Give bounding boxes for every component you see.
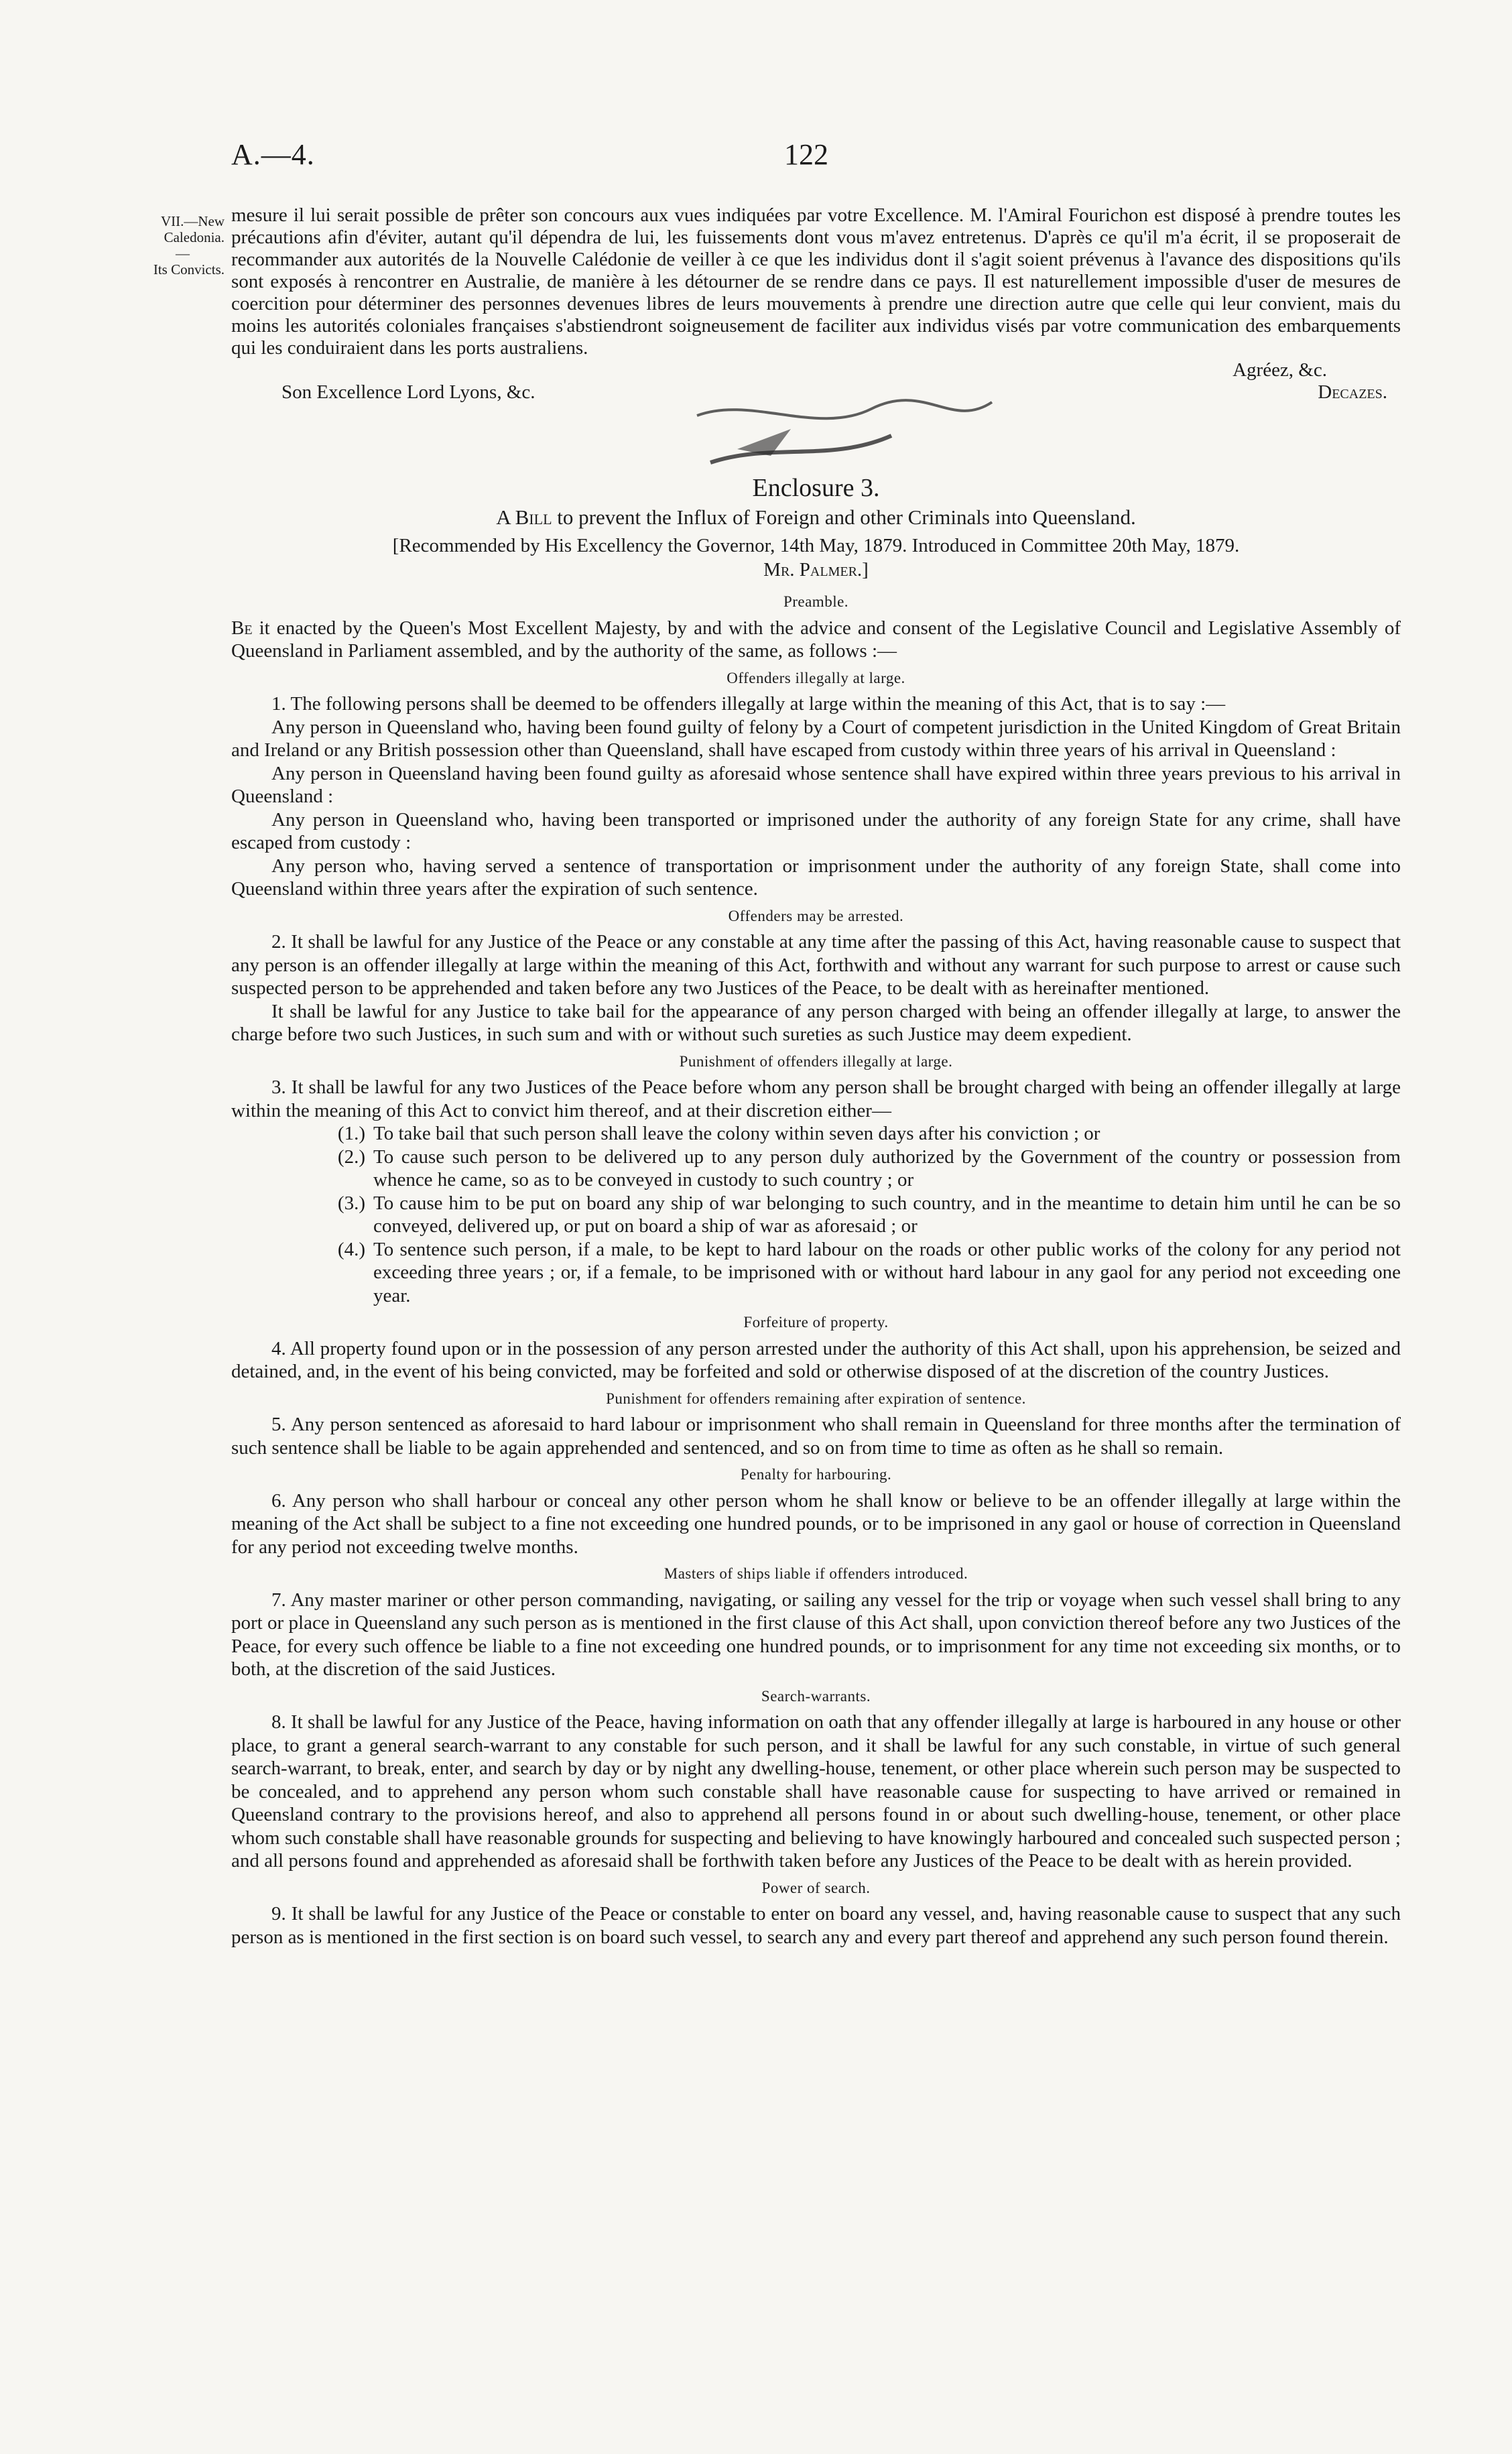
bill-title-text: to prevent the Influx of Foreign and other Criminals into Queensland. bbox=[557, 505, 1136, 529]
margin-note-section bbox=[101, 213, 225, 278]
section-3-intro: 3. It shall be lawful for any two Justices of the Peace before whom any person shall be brought charged with being an offender illegally at large within the meaning of this Act to convict him thereof, and at their discretion either— bbox=[231, 1077, 1401, 1121]
section-1-clause-d: Any person who, having served a sentence of transportation or imprisonment under the authority of any foreign State, shall come into Queensland within three years after the expiration of such sentence. bbox=[231, 855, 1401, 900]
letter-closing: Agréez, &c. bbox=[1233, 359, 1327, 381]
letter-signature: Decazes. bbox=[1318, 381, 1387, 403]
list-item-number: (1.) bbox=[337, 1123, 365, 1144]
preamble-lead: Be bbox=[231, 617, 253, 639]
series-reference: A.—4. bbox=[231, 138, 315, 171]
list-item bbox=[231, 1238, 1401, 1308]
section-7-text: 7. Any master mariner or other person commanding, navigating, or sailing any vessel for the trip or voyage when such vessel shall bring to any port or place in Queensland any such person as is mentioned in the first clause of this Act shall, upon conviction thereof before any two Justices of the Peace, for every such offence be liable to a fine not exceeding one hundred pounds, or to imprisonment for any time not exceeding six months, or to both, at the discretion of the said Justices. bbox=[231, 1589, 1401, 1680]
preamble-body: it enacted by the Queen's Most Excellent Majesty, by and with the advice and consent of the Legislative Council and Legislative Assembly of Queensland in Parliament assembled, and by the authority of the same, as follows :— bbox=[231, 617, 1401, 662]
section-1-clause-b: Any person in Queensland having been found guilty as aforesaid whose sentence shall have expired within three years previous to his arrival in Queensland : bbox=[231, 762, 1401, 807]
section-6-text: 6. Any person who shall harbour or conceal any other person whom he shall know or believe to be an offender illegally at large within the meaning of the Act shall be subject to a fine not exceeding one hundred pounds, or to be imprisoned in any gaol or house of correction in Queensland for any period not exceeding twelve months. bbox=[231, 1489, 1401, 1558]
bill-mover: Mr. Palmer.] bbox=[763, 559, 869, 580]
section-1-clause-c: Any person in Queensland who, having been transported or imprisoned under the authority of any foreign State for any crime, shall have escaped from custody : bbox=[231, 808, 1401, 853]
list-item-text: To take bail that such person shall leave the colony within seven days after his conviction ; or bbox=[373, 1123, 1100, 1144]
bill-recommendation: [Recommended by His Excellency the Governor, 14th May, 1879. Introduced in Committee 20th May, 1879. bbox=[392, 535, 1240, 556]
section-2-text: 2. It shall be lawful for any Justice of the Peace or any constable at any time after the passing of this Act, having reasonable cause to suspect that any person is an offender illegally at large within the meaning of this Act, forthwith and without any warrant for such purpose to arrest or cause such suspected person to be apprehended and taken before any two Justices of the Peace, to be dealt with as hereinafter mentioned. bbox=[231, 931, 1401, 999]
section-8-text: 8. It shall be lawful for any Justice of the Peace, having information on oath that any offender illegally at large is harboured in any house or other place, to grant a general search-warrant to any constable for such person, and it shall be lawful for any such constable, in virtue of such general search-warrant, to break, enter, and search by day or by night any dwelling-house, tenement, or other place wherein such person may be suspected to be concealed, and to apprehend any person whom such constable shall have reasonable cause for suspecting to have arrived or remained in Queensland contrary to the provisions hereof, and also to apprehend all persons found in or about such dwelling-house, tenement, or other place whom such constable shall have reasonable grounds for suspecting and believing to have knowingly harboured and concealed such suspected person ; and all persons found and apprehended as aforesaid shall be forthwith taken before any Justices of the Peace to be dealt with as herein provided. bbox=[231, 1711, 1401, 1872]
section-4-heading: Forfeiture of property. bbox=[743, 1314, 889, 1331]
enclosure-title: Enclosure 3. bbox=[752, 474, 880, 502]
section-3-heading: Punishment of offenders illegally at large. bbox=[679, 1052, 953, 1070]
section-8-heading: Search-warrants. bbox=[761, 1687, 871, 1705]
preamble-text bbox=[231, 617, 1401, 663]
margin-note-line: Caledonia. bbox=[164, 229, 225, 245]
list-item-text: To sentence such person, if a male, to be kept to hard labour on the roads or other public works of the colony for any period not exceeding three years ; or, if a female, to be imprisoned with or without hard labour in any gaol for any period not exceeding one year. bbox=[373, 1238, 1401, 1306]
section-6-heading: Penalty for harbouring. bbox=[740, 1466, 892, 1483]
preamble-heading: Preamble. bbox=[783, 593, 849, 610]
list-item-text: To cause such person to be delivered up to any person duly authorized by the Government of the country or possession from whence he came, so as to be conveyed in custody to such country ; or bbox=[373, 1146, 1401, 1190]
section-1-heading: Offenders illegally at large. bbox=[727, 669, 905, 686]
section-5-text: 5. Any person sentenced as aforesaid to hard labour or imprisonment who shall remain in Queensland for three months after the termination of such sentence shall be liable to be again apprehended and sentenced, and so on from time to time as often as he shall so remain. bbox=[231, 1414, 1401, 1459]
list-item-text: To cause him to be put on board any ship of war belonging to such country, and in the meantime to detain him until he can be so conveyed, delivered up, or put on board a ship of war as aforesaid ; or bbox=[373, 1192, 1401, 1237]
bill-title bbox=[231, 505, 1401, 530]
letter-paragraph: mesure il lui serait possible de prêter son concours aux vues indiquées par votre Excellence. M. l'Amiral Fourichon est disposé à prendre toutes les précautions afin d'éviter, autant qu'il dépendra de lui, les fuissements dont vous m'avez entretenus. D'après ce qu'il m'a écrit, il se proposerait de recommander aux autorités de la Nouvelle Calédonie de veiller à ce que les individus dont il s'agit soient prévenus à l'avance des dispositions qu'ils sont exposés à rencontrer en Australie, de manière à les détourner de se rendre dans ce pays. Il est naturellement impossible d'user de mesures de coercition pour déterminer des personnes devenues libres de leurs mouvements à prendre une direction autre que celle qui leur convient, mais du moins les autorités coloniales françaises s'abstiendront soigneusement de faciliter aux individus visés par votre communication des embarquements qui les conduiraient dans les ports australiens. bbox=[231, 204, 1401, 359]
section-2-heading: Offenders may be arrested. bbox=[728, 907, 904, 924]
page-number: 122 bbox=[784, 138, 828, 171]
enclosure-block bbox=[231, 463, 1401, 582]
section-2-bail: It shall be lawful for any Justice to take bail for the appearance of any person charged with being an offender illegally at large, to answer the charge before two such Justices, in such sum and with or without such sureties as such Justice may deem expedient. bbox=[231, 1000, 1401, 1045]
section-9-text: 9. It shall be lawful for any Justice of the Peace or constable to enter on board any vessel, and, having reasonable cause to suspect that any such person as is mentioned in the first section is on board such vessel, to search any and every part thereof and apprehend any such person found therein. bbox=[231, 1903, 1401, 1948]
section-5-heading: Punishment for offenders remaining after expiration of sentence. bbox=[606, 1390, 1026, 1407]
list-item-number: (4.) bbox=[337, 1238, 365, 1260]
section-3-list bbox=[231, 1122, 1401, 1307]
letter-address-row bbox=[231, 381, 1401, 404]
section-1-intro: 1. The following persons shall be deemed to be offenders illegally at large within the meaning of this Act, that is to say :— bbox=[271, 693, 1226, 715]
letter-addressee: Son Excellence Lord Lyons, &c. bbox=[281, 381, 536, 403]
section-9-heading: Power of search. bbox=[761, 1879, 871, 1896]
letter-block bbox=[231, 204, 1401, 404]
margin-note-line: VII.—New bbox=[160, 213, 225, 229]
letter-closing-row bbox=[231, 359, 1401, 381]
list-item bbox=[231, 1122, 1401, 1146]
margin-note-line: — bbox=[176, 245, 190, 261]
list-item bbox=[231, 1146, 1401, 1192]
bill-prefix: A Bill bbox=[496, 505, 552, 529]
list-item-number: (3.) bbox=[337, 1192, 365, 1214]
bill-body bbox=[231, 587, 1401, 1949]
section-1-clause-a: Any person in Queensland who, having been found guilty of felony by a Court of competent jurisdiction in the United Kingdom of Great Britain and Ireland or any British possession other than Queensland, shall have escaped from custody within three years of his arrival in Queensland : bbox=[231, 716, 1401, 761]
margin-note-line: Its Convicts. bbox=[153, 261, 225, 278]
list-item-number: (2.) bbox=[337, 1146, 365, 1168]
section-4-text: 4. All property found upon or in the possession of any person arrested under the authority of this Act shall, upon his apprehension, be seized and detained, and, in the event of his being convicted, may be forfeited and sold or otherwise disposed of at the discretion of the country Justices. bbox=[231, 1337, 1401, 1382]
list-item bbox=[231, 1192, 1401, 1238]
section-7-heading: Masters of ships liable if offenders introduced. bbox=[664, 1565, 968, 1582]
